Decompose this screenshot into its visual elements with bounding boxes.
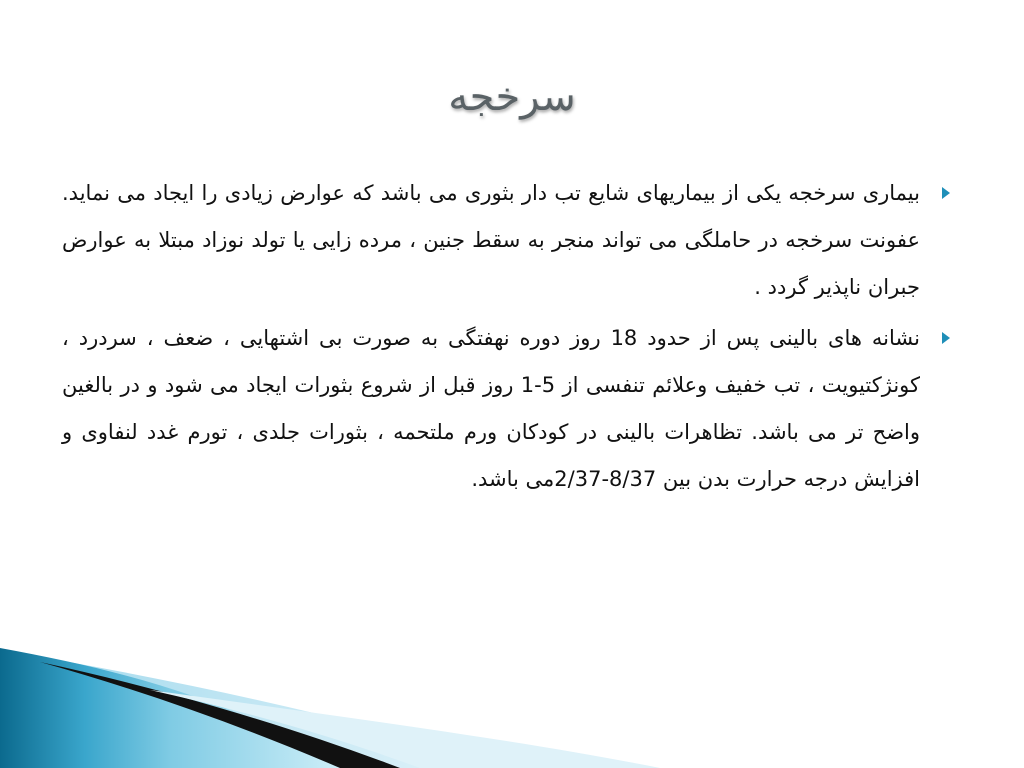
bullet-text-1: بیماری سرخجه یکی از بیماریهای شایع تب دار بثوری می باشد که عوارض زیادی را ایجاد می نماید. عفونت سرخجه در حاملگی می تواند منجر به سقط جنین ، مرده زایی یا تولد نوزاد مبتلا به عوارض جبران ناپذیر گردد . xyxy=(62,181,920,299)
bullet-arrow-icon xyxy=(942,187,950,199)
bullet-text-2: نشانه های بالینی پس از حدود 18 روز دوره نهفتگی به صورت بی اشتهایی ، ضعف ، سردرد ، کونژکتیویت ، تب خفیف وعلائم تنفسی از 5-1 روز قبل از شروع بثورات ایجاد می شود و در بالغین واضح تر می باشد. تظاهرات بالینی در کودکان ورم ملتحمه ، بثورات جلدی ، تورم غدد لنفاوی و افزایش درجه حرارت بدن بین 8/37-2/37می باشد. xyxy=(62,326,921,491)
bullet-list xyxy=(62,170,930,550)
bullet-arrow-icon xyxy=(942,332,950,344)
bullet-item-1 xyxy=(62,170,930,311)
slide-title: سرخجه xyxy=(448,74,576,120)
bullet-item-2 xyxy=(62,315,930,503)
